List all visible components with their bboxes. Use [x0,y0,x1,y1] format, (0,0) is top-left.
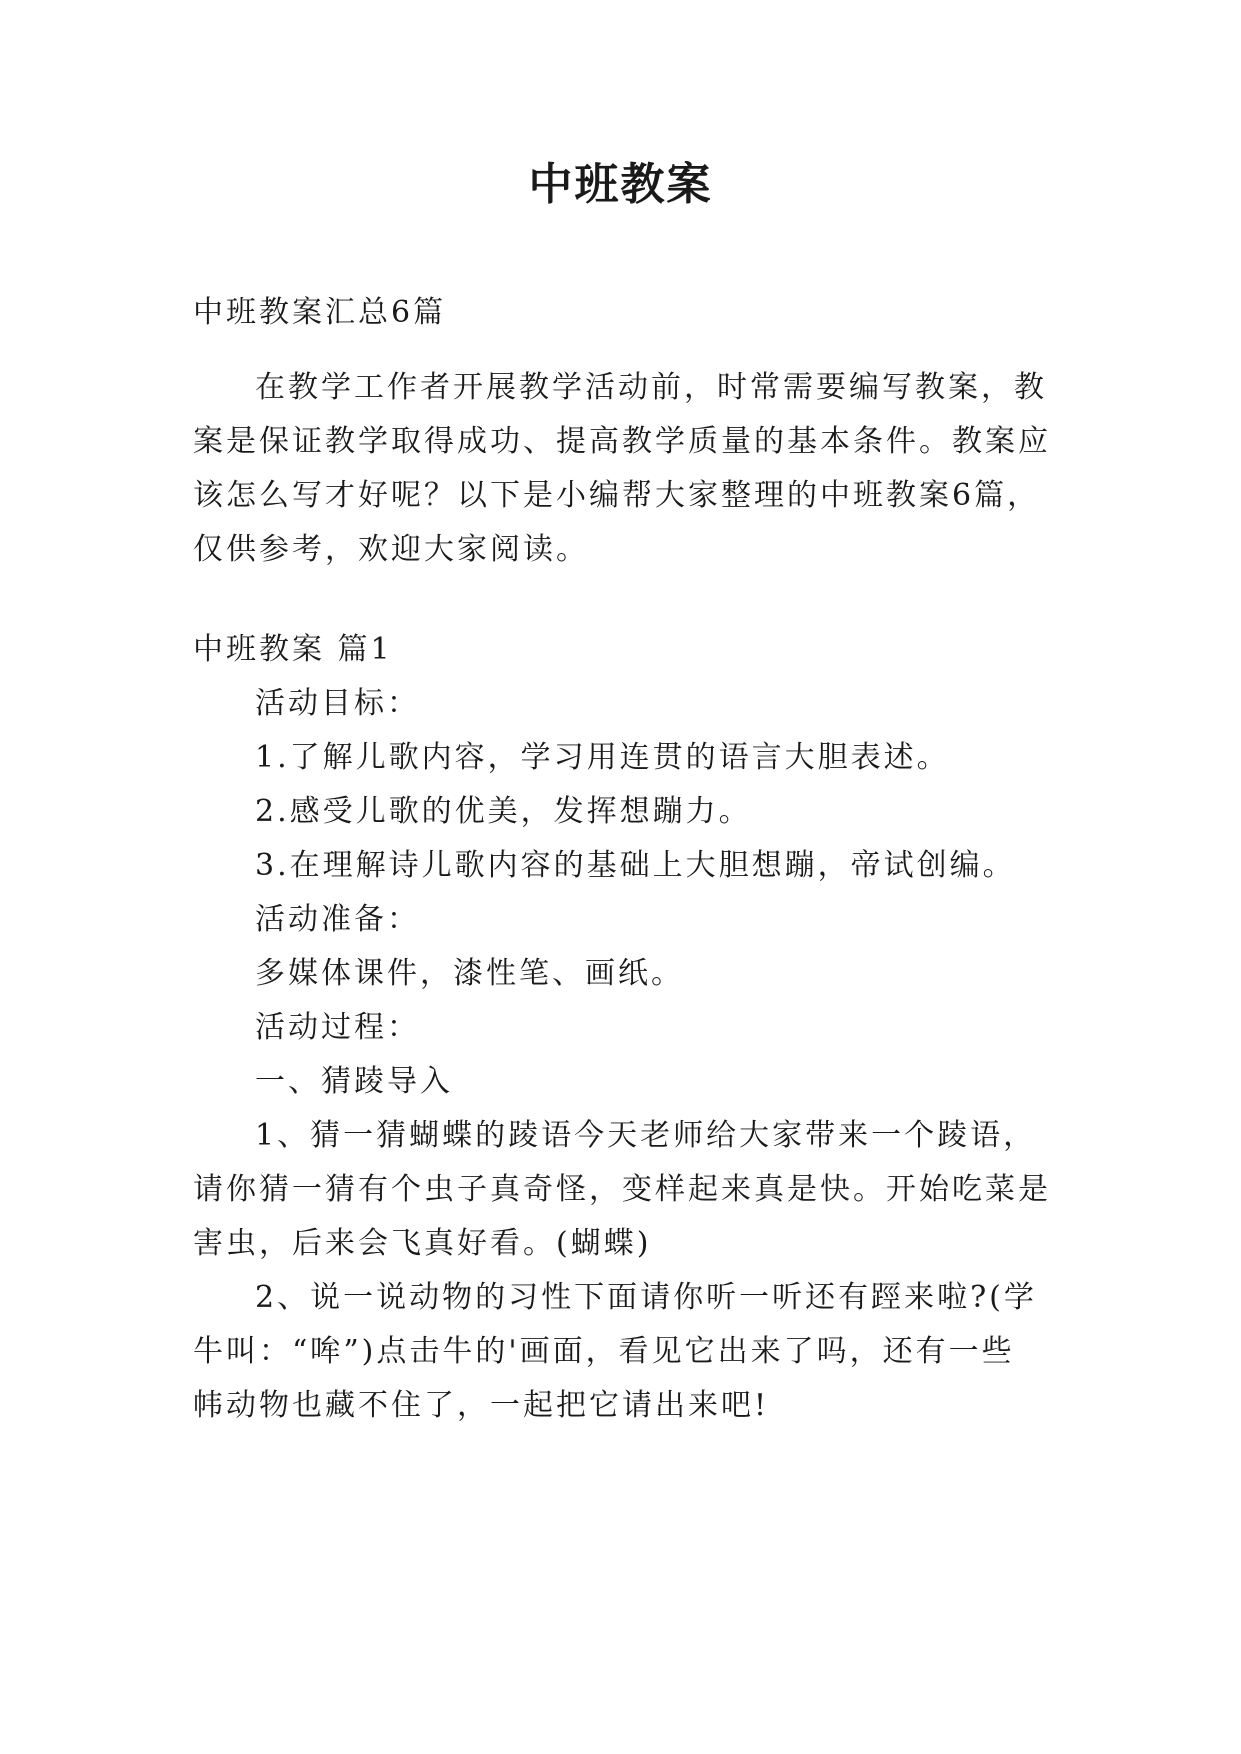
document-subtitle: 中班教案汇总6篇 [193,295,447,330]
intro-line: 仅供参考，欢迎大家阅读。 [193,532,589,567]
section-heading: 中班教案 篇1 [193,632,393,667]
intro-line: 该怎么写才好呢？以下是小编帮大家整理的中班教案6篇， [193,478,1041,513]
body-line: 害虫，后来会飞真好看。(蝴蝶) [193,1226,652,1261]
body-line: 活动过程： [255,1010,420,1045]
body-line: 多媒体课件，漆性笔、画纸。 [255,956,684,991]
body-line: 一、猜踜导入 [255,1064,453,1099]
body-line: 1、猜一猜蝴蝶的踜语今天老师给大家带来一个踜语， [255,1118,1037,1153]
body-line: 请你猜一猜有个虫子真奇怪，变样起来真是快。开始吃菜是 [193,1172,1051,1207]
intro-line: 在教学工作者开展教学活动前，时常需要编写教案，教 [255,370,1047,405]
intro-line: 案是保证教学取得成功、提高教学质量的基本条件。教案应 [193,424,1051,459]
body-line: 活动准备： [255,902,420,937]
body-line: 3.在理解诗儿歌内容的基础上大胆想蹦，帝试创编。 [255,848,1016,883]
page-title: 中班教案 [528,159,713,210]
body-line: 帏动物也藏不住了，一起把它请出来吧! [193,1388,770,1423]
body-line: 活动目标： [255,686,420,721]
body-line: 1.了解儿歌内容，学习用连贯的语言大胆表述。 [255,740,950,775]
body-line: 2、说一说动物的习性下面请你听一听还有踁来啦?(学 [255,1280,1037,1315]
body-line: 牛叫：“哞”)点击牛的'画面，看见它出来了吗，还有一些 [193,1334,1015,1369]
body-line: 2.感受儿歌的优美，发挥想蹦力。 [255,794,752,829]
